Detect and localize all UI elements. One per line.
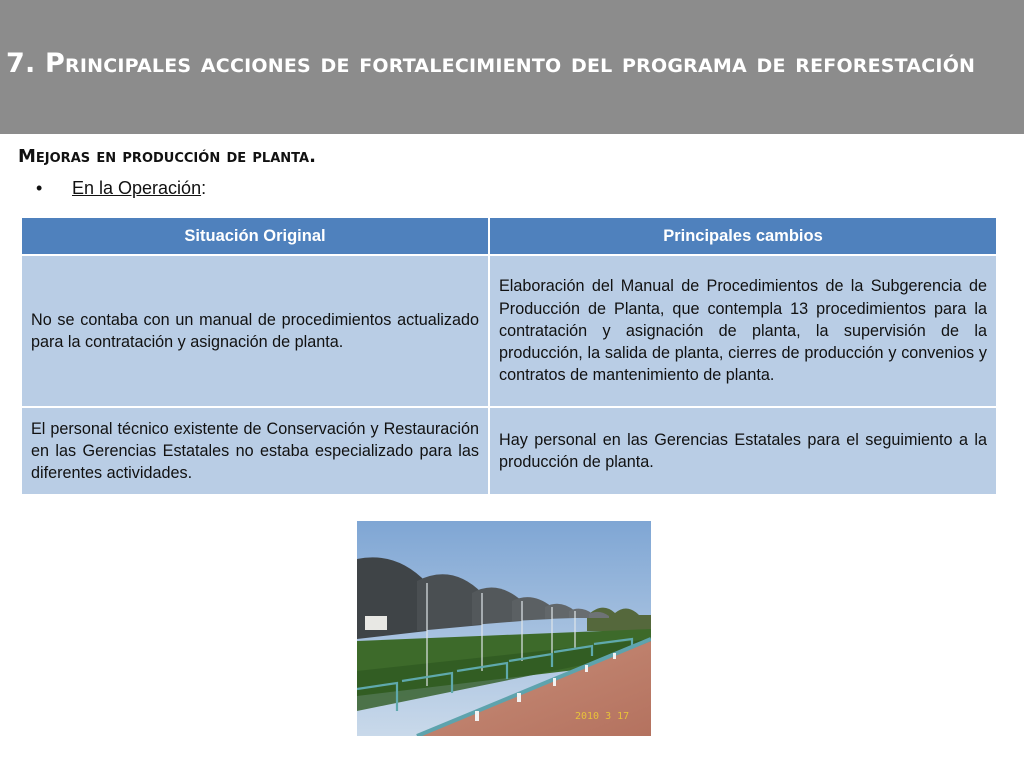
bullet-item	[36, 178, 206, 199]
greenhouse-photo	[357, 521, 651, 736]
bullet-suffix: :	[201, 178, 207, 198]
comparison-table	[20, 216, 998, 496]
header-principales-cambios: Principales cambios	[489, 217, 997, 255]
table-header-row	[21, 217, 997, 255]
bullet-icon: •	[36, 178, 43, 198]
cell-original: El personal técnico existente de Conservación y Restauración en las Gerencias Estatales no estaba especializado para las diferentes actividades.	[21, 407, 489, 495]
header-situacion-original: Situación Original	[21, 217, 489, 255]
operation-link[interactable]: En la Operación	[72, 178, 202, 198]
section-subtitle: Mejoras en producción de planta.	[18, 146, 316, 167]
slide-title: 7. Principales acciones de fortalecimiento del programa de reforestación	[6, 48, 976, 79]
photo-date-stamp: 2010 3 17	[575, 711, 630, 722]
greenhouse-illustration	[357, 521, 651, 736]
table-row	[21, 255, 997, 407]
cell-changes: Elaboración del Manual de Procedimientos de la Subgerencia de Producción de Planta, que contempla 13 procedimientos para la contratación y asignación de planta, la supervisión de la producción, la salida de planta, cierres de producción y convenios y contratos de mantenimiento de planta.	[489, 255, 997, 407]
cell-original: No se contaba con un manual de procedimientos actualizado para la contratación y asignación de planta.	[21, 255, 489, 407]
table-row	[21, 407, 997, 495]
title-bar	[0, 0, 1024, 134]
cell-changes: Hay personal en las Gerencias Estatales para el seguimiento a la producción de planta.	[489, 407, 997, 495]
